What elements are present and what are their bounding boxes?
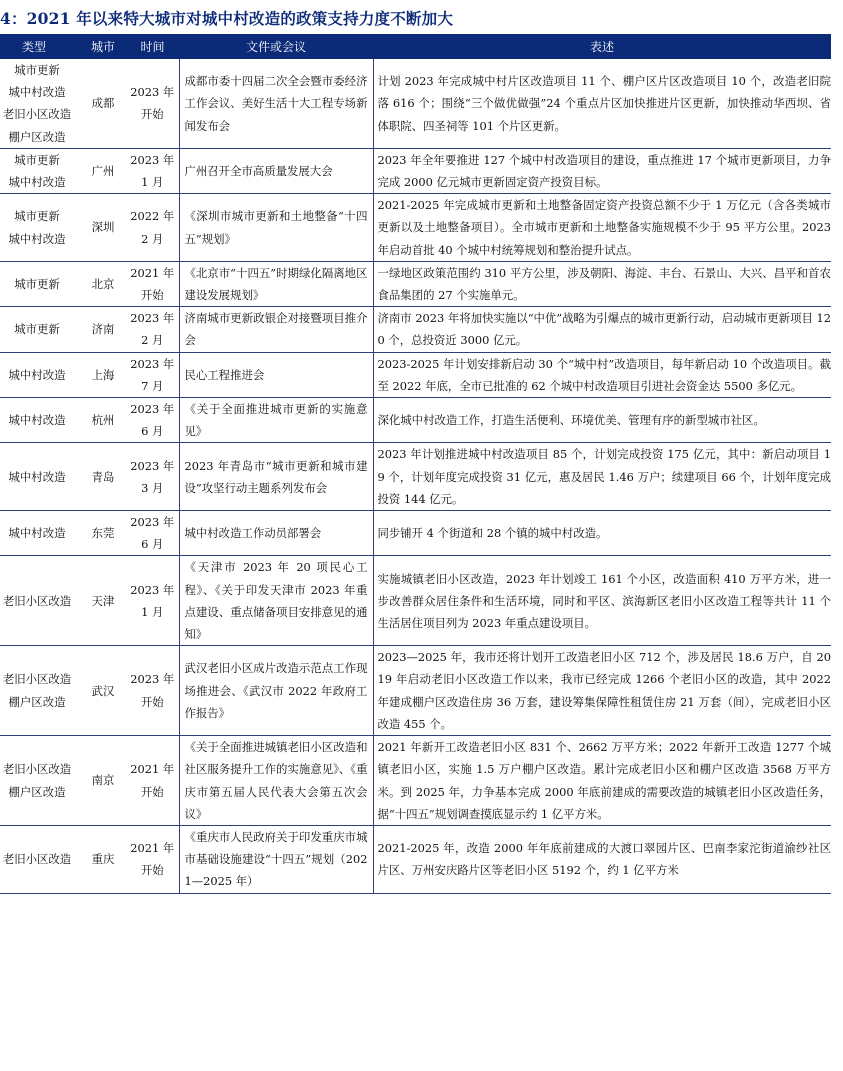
time-label: 2021 年 [130, 841, 175, 855]
header-city: 城市 [80, 34, 126, 59]
time-label: 2021 年 [130, 265, 175, 280]
time-label: 2023 年 [130, 582, 175, 597]
time-cell [126, 825, 179, 893]
table-row [0, 556, 831, 646]
city-cell: 重庆 [80, 825, 126, 893]
table-title: 4：2021 年以来特大城市对城中村改造的政策支持力度不断加大 [0, 9, 454, 28]
time-label: 2023 年 [130, 402, 175, 417]
type-cell [0, 825, 80, 893]
time-cell [126, 59, 179, 148]
time-label: 2021 年 [130, 762, 175, 777]
city-cell: 天津 [80, 556, 126, 646]
time-cell [126, 261, 179, 306]
time-label: 2023 年 [130, 515, 175, 530]
type-label: 老旧小区改造 [2, 107, 72, 122]
type-cell [0, 194, 80, 262]
time-label: 6 月 [141, 537, 164, 552]
time-label: 2023 年 [130, 458, 175, 473]
type-label: 棚户区改造 [8, 694, 66, 709]
type-cell [0, 398, 80, 443]
header-type: 类型 [0, 34, 80, 59]
header-doc: 文件或会议 [179, 34, 373, 59]
type-label: 老旧小区改造 [2, 852, 72, 867]
time-cell [126, 511, 179, 556]
type-cell [0, 556, 80, 646]
document-cell: 成都市委十四届二次全会暨市委经济工作会议、美好生活十大工程专场新闻发布会 [179, 59, 373, 148]
time-cell [126, 352, 179, 397]
type-label: 城市更新 [14, 209, 60, 224]
document-cell: 城中村改造工作动员部署会 [179, 511, 373, 556]
type-label: 城中村改造 [8, 367, 66, 382]
time-label: 2023 年 [130, 85, 175, 100]
document-cell: 武汉老旧小区成片改造示范点工作现场推进会、《武汉市 2022 年政府工作报告》 [179, 646, 373, 736]
type-label: 老旧小区改造 [2, 762, 72, 777]
city-cell: 成都 [80, 59, 126, 148]
time-label: 6 月 [141, 424, 164, 439]
time-label: 2 月 [141, 231, 164, 246]
time-label: 3 月 [141, 480, 164, 495]
type-label: 老旧小区改造 [2, 672, 72, 687]
table-row [0, 194, 831, 262]
description-cell: 2021-2025 年，改造 2000 年年底前建成的大渡口翠园片区、巴南李家沱街道渝纱社区片区、万州安庆路片区等老旧小区 5192 个，约 1 亿平方米 [373, 825, 831, 893]
description-cell: 一绿地区政策范围约 310 平方公里，涉及朝阳、海淀、丰台、石景山、大兴、昌平和首农食品集团的 27 个实施单元。 [373, 261, 831, 306]
time-cell [126, 194, 179, 262]
time-cell [126, 443, 179, 511]
document-cell: 济南城市更新政银企对接暨项目推介会 [179, 307, 373, 352]
type-label: 城中村改造 [8, 413, 66, 428]
time-label: 7 月 [141, 378, 164, 393]
document-cell: 《天津市 2023 年 20 项民心工程》、《关于印发天津市 2023 年重点建设、重点储备项目安排意见的通知》 [179, 556, 373, 646]
description-cell: 深化城中村改造工作，打造生活便利、环境优美、管理有序的新型城市社区。 [373, 398, 831, 443]
header-desc: 表述 [373, 34, 831, 59]
time-label: 1 月 [141, 604, 164, 619]
type-label: 城市更新 [14, 322, 60, 337]
description-cell: 济南市 2023 年将加快实施以“中优”战略为引爆点的城市更新行动，启动城市更新项目 120 个，总投资近 3000 亿元。 [373, 307, 831, 352]
document-cell: 《北京市“十四五”时期绿化隔离地区建设发展规划》 [179, 261, 373, 306]
city-cell: 深圳 [80, 194, 126, 262]
type-cell [0, 736, 80, 826]
time-label: 开始 [140, 784, 164, 799]
table-row [0, 443, 831, 511]
time-label: 2 月 [141, 333, 164, 348]
type-cell [0, 148, 80, 193]
table-row [0, 511, 831, 556]
time-label: 2022 年 [130, 209, 175, 224]
table-row [0, 307, 831, 352]
description-cell: 实施城镇老旧小区改造，2023 年计划竣工 161 个小区，改造面积 410 万平方米，进一步改善群众居住条件和生活环境，同时和平区、滨海新区老旧小区改造工程等共计 11 个生活居住项目列为 2023 年重点建设项目。 [373, 556, 831, 646]
time-label: 2023 年 [130, 356, 175, 371]
type-label: 棚户区改造 [8, 129, 66, 144]
table-row [0, 825, 831, 893]
table-row [0, 261, 831, 306]
header-row [0, 34, 831, 59]
document-cell: 民心工程推进会 [179, 352, 373, 397]
city-cell: 武汉 [80, 646, 126, 736]
type-label: 城中村改造 [8, 85, 66, 100]
document-cell: 《重庆市人民政府关于印发重庆市城市基础设施建设“十四五”规划（2021—2025 年） [179, 825, 373, 893]
description-cell: 计划 2023 年完成城中村片区改造项目 11 个、棚户区片区改造项目 10 个，改造老旧院落 616 个；围绕“三个做优做强”24 个重点片区加快推进片区更新，加快推动华西坝、省体职院、四圣祠等 101 个片区更新。 [373, 59, 831, 148]
time-cell [126, 307, 179, 352]
description-cell: 2023 年计划推进城中村改造项目 85 个，计划完成投资 175 亿元，其中：新启动项目 19 个，计划年度完成投资 31 亿元，惠及居民 1.46 万户；续建项目 66 个，计划年度完成投资 144 亿元。 [373, 443, 831, 511]
type-cell [0, 59, 80, 148]
type-label: 城市更新 [14, 152, 60, 167]
time-cell [126, 398, 179, 443]
policy-table [0, 34, 831, 894]
time-label: 开始 [140, 288, 164, 303]
description-cell: 2023 年全年要推进 127 个城中村改造项目的建设，重点推进 17 个城市更新项目，力争完成 2000 亿元城市更新固定资产投资目标。 [373, 148, 831, 193]
document-cell: 广州召开全市高质量发展大会 [179, 148, 373, 193]
type-label: 城市更新 [14, 276, 60, 291]
time-label: 1 月 [141, 175, 164, 190]
description-cell: 2021-2025 年完成城市更新和土地整备固定资产投资总额不少于 1 万亿元（含各类城市更新以及土地整备项目）。全市城市更新和土地整备实施规模不少于 95 平方公里。2023 年启动首批 40 个城中村统筹规划和整治提升试点。 [373, 194, 831, 262]
document-cell: 2023 年青岛市“城市更新和城市建设”攻坚行动主题系列发布会 [179, 443, 373, 511]
document-cell: 《关于全面推进城市更新的实施意见》 [179, 398, 373, 443]
document-cell: 《深圳市城市更新和土地整备“十四五”规划》 [179, 194, 373, 262]
table-row [0, 352, 831, 397]
city-cell: 青岛 [80, 443, 126, 511]
city-cell: 上海 [80, 352, 126, 397]
type-label: 城中村改造 [8, 175, 66, 190]
table-row [0, 59, 831, 148]
header-time: 时间 [126, 34, 179, 59]
city-cell: 广州 [80, 148, 126, 193]
type-cell [0, 307, 80, 352]
city-cell: 南京 [80, 736, 126, 826]
table-row [0, 148, 831, 193]
type-cell [0, 443, 80, 511]
type-cell [0, 646, 80, 736]
time-label: 2023 年 [130, 672, 175, 687]
time-label: 开始 [140, 863, 164, 878]
type-cell [0, 352, 80, 397]
description-cell: 同步铺开 4 个街道和 28 个镇的城中村改造。 [373, 511, 831, 556]
time-cell [126, 556, 179, 646]
time-cell [126, 148, 179, 193]
description-cell: 2023—2025 年，我市还将计划开工改造老旧小区 712 个，涉及居民 18.6 万户，自 2019 年启动老旧小区改造工作以来，我市已经完成 1266 个老旧小区的改造，其中 2022 年建成棚户区改造住房 36 万套，建设筹集保障性租赁住房 21 万套（间），完成老旧小区改造 455 个。 [373, 646, 831, 736]
city-cell: 北京 [80, 261, 126, 306]
time-label: 开始 [140, 694, 164, 709]
city-cell: 杭州 [80, 398, 126, 443]
table-row [0, 736, 831, 826]
type-cell [0, 511, 80, 556]
time-cell [126, 736, 179, 826]
city-cell: 济南 [80, 307, 126, 352]
table-row [0, 398, 831, 443]
description-cell: 2021 年新开工改造老旧小区 831 个、2662 万平方米；2022 年新开工改造 1277 个城镇老旧小区，实施 1.5 万户棚户区改造。累计完成老旧小区和棚户区改造 3568 万平方米。到 2025 年，力争基本完成 2000 年底前建成的需要改造的城镇老旧小区改造任务，据“十四五”规划调查摸底显示约 1 亿平方米。 [373, 736, 831, 826]
type-label: 城中村改造 [8, 526, 66, 541]
time-label: 开始 [140, 107, 164, 122]
type-label: 城中村改造 [8, 469, 66, 484]
type-label: 老旧小区改造 [2, 593, 72, 608]
type-label: 棚户区改造 [8, 784, 66, 799]
description-cell: 2023-2025 年计划安排新启动 30 个“城中村”改造项目，每年新启动 10 个改造项目。截至 2022 年底，全市已批准的 62 个城中村改造项目引进社会资金达 5500 多亿元。 [373, 352, 831, 397]
time-label: 2023 年 [130, 311, 175, 326]
time-label: 2023 年 [130, 152, 175, 167]
type-cell [0, 261, 80, 306]
city-cell: 东莞 [80, 511, 126, 556]
document-cell: 《关于全面推进城镇老旧小区改造和社区服务提升工作的实施意见》、《重庆市第五届人民代表大会第五次会议》 [179, 736, 373, 826]
table-row [0, 646, 831, 736]
time-cell [126, 646, 179, 736]
type-label: 城中村改造 [8, 231, 66, 246]
type-label: 城市更新 [14, 63, 60, 77]
